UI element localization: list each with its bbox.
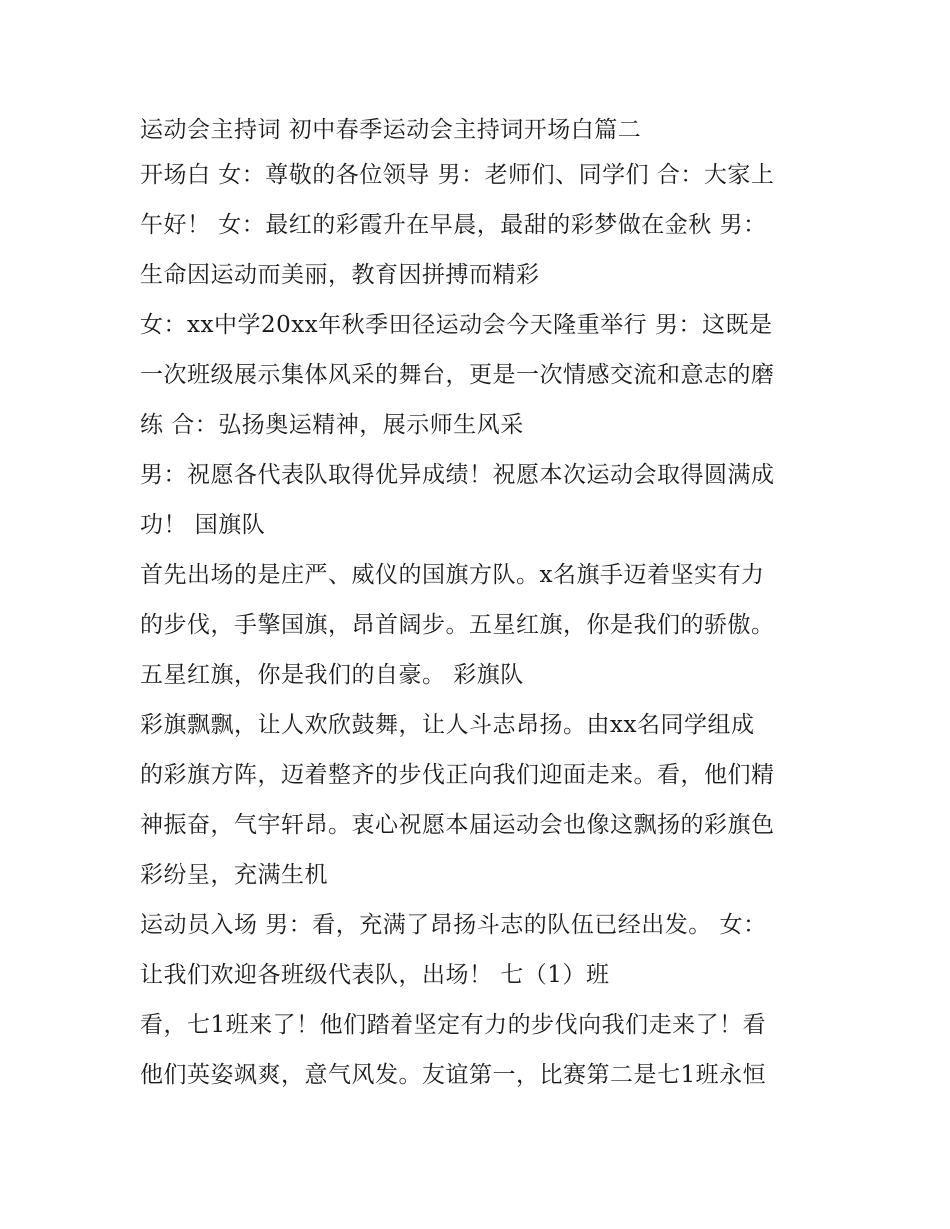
- text-line: 彩纷呈，充满生机: [140, 862, 328, 888]
- text-line: 午好！ 女：最红的彩霞升在早晨，最甜的彩梦做在金秋 男：: [140, 212, 767, 238]
- text-line: 首先出场的是庄严、威仪的国旗方队。x名旗手迈着坚实有力: [140, 562, 765, 588]
- paragraph-banner-team: [140, 700, 820, 900]
- paragraph-flag-team: [140, 550, 820, 700]
- text-line: 的步伐，手擎国旗，昂首阔步。五星红旗，你是我们的骄傲。: [140, 612, 775, 638]
- text-line: 神振奋，气宇轩昂。衷心祝愿本届运动会也像这飘扬的彩旗色: [140, 812, 775, 838]
- document-title: 运动会主持词 初中春季运动会主持词开场白篇二: [140, 117, 642, 143]
- text-line: 女：xx中学20xx年秋季田径运动会今天隆重举行 男：这既是: [140, 312, 773, 338]
- paragraph-athletes-entry: [140, 900, 820, 1000]
- text-line: 五星红旗，你是我们的自豪。 彩旗队: [140, 662, 524, 688]
- text-line: 一次班级展示集体风采的舞台，更是一次情感交流和意志的磨: [140, 362, 775, 388]
- text-line: 他们英姿飒爽，意气风发。友谊第一，比赛第二是七1班永恒: [140, 1062, 767, 1088]
- text-line: 的彩旗方阵，迈着整齐的步伐正向我们迎面走来。看，他们精: [140, 762, 775, 788]
- text-line: 彩旗飘飘，让人欢欣鼓舞，让人斗志昂扬。由xx名同学组成: [140, 712, 755, 738]
- paragraph-announcement: [140, 300, 820, 450]
- text-line: 看，七1班来了！他们踏着坚定有力的步伐向我们走来了！看: [140, 1012, 767, 1038]
- paragraph-class-7-1: [140, 1000, 820, 1100]
- text-line: 功！ 国旗队: [140, 512, 266, 538]
- paragraph-wishes: [140, 450, 820, 550]
- text-line: 练 合：弘扬奥运精神，展示师生风采: [140, 412, 524, 438]
- text-line: 开场白 女：尊敬的各位领导 男：老师们、同学们 合：大家上: [140, 162, 775, 188]
- document-body: [140, 110, 820, 1100]
- text-line: 让我们欢迎各班级代表队，出场！ 七（1）班: [140, 962, 610, 988]
- text-line: 生命因运动而美丽，教育因拼搏而精彩: [140, 262, 540, 288]
- paragraph-opening: [140, 150, 820, 300]
- text-line: 运动员入场 男：看，充满了昂扬斗志的队伍已经出发。 女：: [140, 912, 767, 938]
- text-line: 男：祝愿各代表队取得优异成绩！祝愿本次运动会取得圆满成: [140, 462, 775, 488]
